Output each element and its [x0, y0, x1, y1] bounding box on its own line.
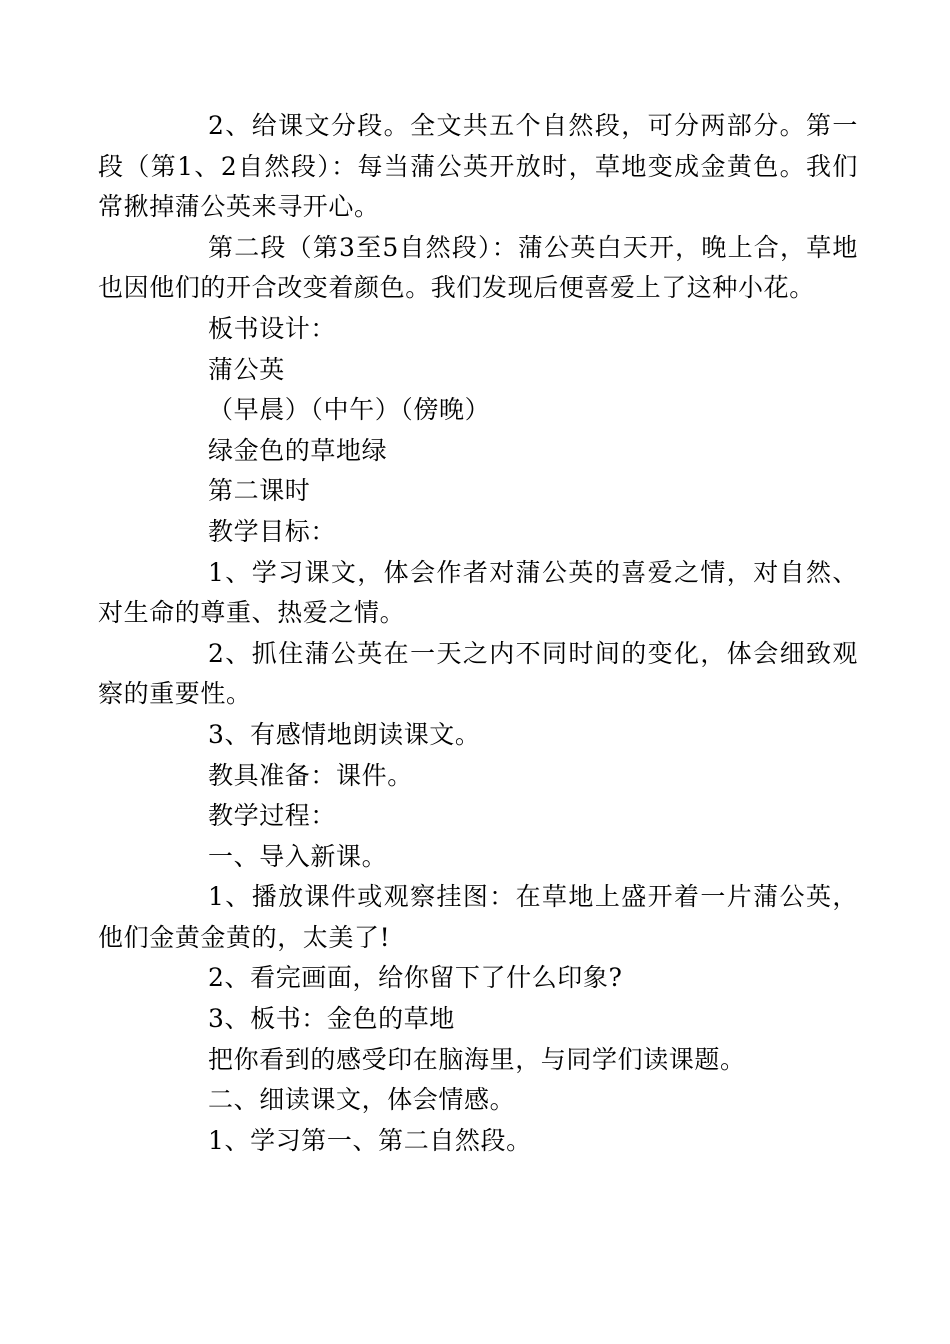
- paragraph-step-1-2: 2、看完画面，给你留下了什么印象?: [208, 963, 623, 993]
- paragraph-second-lesson: 第二课时: [208, 476, 311, 506]
- paragraph-teaching-goals-heading: 教学目标：: [208, 516, 337, 546]
- paragraph-step-2-1: 1、学习第一、第二自然段。: [208, 1125, 532, 1155]
- paragraph-section-division: 2、给课文分段。全文共五个自然段，可分两部分。第一段（第1、2自然段）：每当蒲公英开放时，草地变成金黄色。我们常揪掉蒲公英来寻开心。: [98, 111, 858, 222]
- paragraph-step-1-4: 把你看到的感受印在脑海里，与同学们读课题。: [208, 1044, 746, 1074]
- paragraph-board-times: （早晨）（中午）（傍晚）: [208, 395, 491, 425]
- paragraph-goal-1: 1、学习课文，体会作者对蒲公英的喜爱之情，对自然、对生命的尊重、热爱之情。: [98, 557, 858, 628]
- paragraph-second-section: 第二段（第3至5自然段）：蒲公英白天开，晚上合，草地也因他们的开合改变着颜色。我们发现后便喜爱上了这种小花。: [98, 232, 858, 303]
- paragraph-goal-3: 3、有感情地朗读课文。: [208, 719, 481, 749]
- paragraph-step-introduction: 一、导入新课。: [208, 841, 388, 871]
- paragraph-teaching-process-heading: 教学过程：: [208, 801, 337, 831]
- paragraph-board-colors: 绿金色的草地绿: [208, 435, 388, 465]
- paragraph-step-1-3: 3、板书：金色的草地: [208, 1004, 455, 1034]
- paragraph-teaching-aids: 教具准备：课件。: [208, 760, 413, 790]
- paragraph-step-1-1: 1、播放课件或观察挂图：在草地上盛开着一片蒲公英，他们金黄金黄的，太美了!: [98, 882, 858, 952]
- paragraph-board-title: 蒲公英: [208, 354, 285, 384]
- document-body: [98, 106, 858, 1161]
- paragraph-goal-2: 2、抓住蒲公英在一天之内不同时间的变化，体会细致观察的重要性。: [98, 638, 858, 709]
- paragraph-board-design-heading: 板书设计：: [208, 313, 337, 343]
- paragraph-step-close-reading: 二、细读课文，体会情感。: [208, 1085, 516, 1115]
